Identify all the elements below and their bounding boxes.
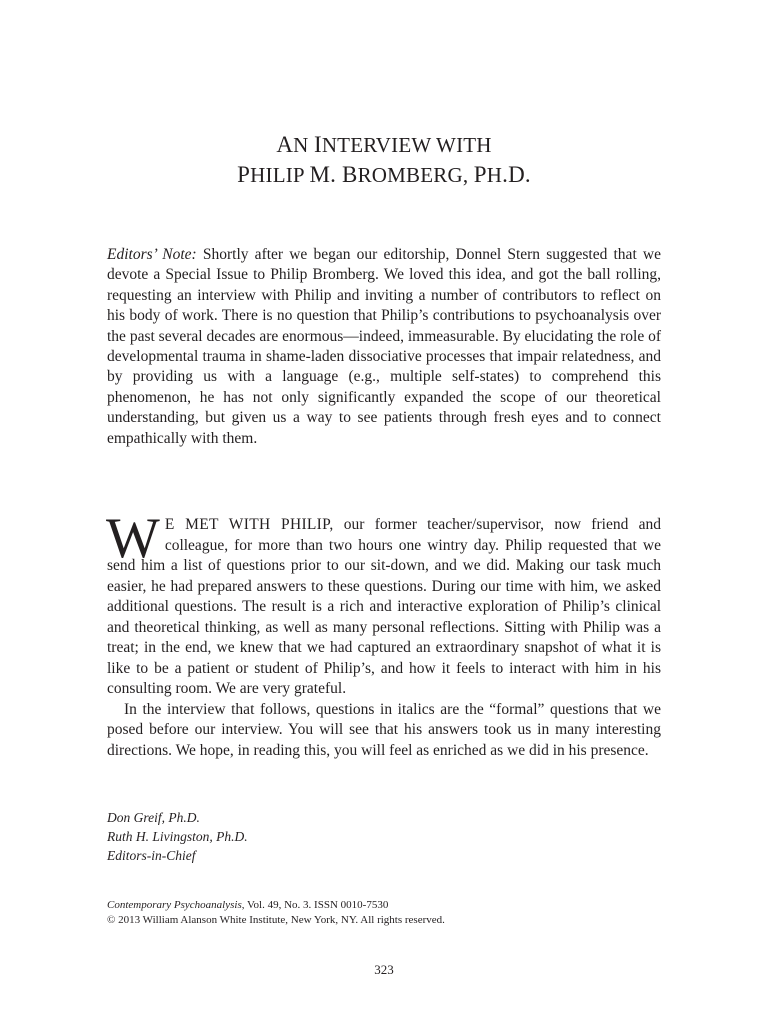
intro-paragraph-2: In the interview that follows, questions in italics are the “formal” questions that we posed before our interview. You will see that his answers took us in many interesting directions. We hope, in reading this, you will feel as enriched as we did in his presence.	[107, 700, 661, 759]
article-title-line-2: PHILIP M. BROMBERG, PH.D.	[237, 162, 531, 187]
journal-name: Contemporary Psychoanalysis	[107, 899, 242, 911]
article-title-line-1: AN INTERVIEW WITH	[276, 132, 492, 157]
article-title	[0, 130, 768, 190]
copyright-line: © 2013 William Alanson White Institute, New York, NY. All rights reserved.	[107, 914, 445, 926]
intro-body	[106, 507, 661, 761]
lead-in-text: E MET WITH PHILIP,	[164, 516, 334, 533]
signature-name-2: Ruth H. Livingston, Ph.D.	[107, 829, 248, 844]
signature-block	[107, 808, 507, 865]
intro-paragraph-1	[106, 507, 661, 700]
editors-note-text: Shortly after we began our editorship, Donnel Stern suggested that we devote a Special Issue to Philip Bromberg. We loved this idea, and got the ball rolling, requesting an interview with Philip and inviting a number of contributors to reflect on his body of work. There is no question that Philip’s contributions to psychoanalysis over the past several decades are enormous—indeed, immeasurable. By elucidating the role of developmental trauma in shame-laden dissociative processes that impair relatedness, and by providing us with a language (e.g., multiple self-states) to comprehend this phenomenon, he has not only significantly expanded the scope of our theoretical understanding, but given us a way to see patients through fresh eyes and to connect empathically with them.	[107, 246, 661, 447]
paragraph-1-text: our former teacher/supervisor, now friend and colleague, for more than two hours one wintry day. Philip requested that we send him a list of questions prior to our sit-down, and we did. Making our task much easier, he had prepared answers to these questions. During our time with him, we asked additional questions. The result is a rich and interactive exploration of Philip’s clinical and theoretical thinking, as well as many personal reflections. Sitting with Philip was a treat; in the end, we knew that we had captured an extraordinary snapshot of what it is like to be a patient or student of Philip’s, and how it feels to interact with him in his consulting room. We are very grateful.	[107, 516, 661, 697]
journal-footer	[107, 898, 667, 928]
journal-details: , Vol. 49, No. 3. ISSN 0010-7530	[241, 899, 389, 911]
page-number: 323	[374, 962, 394, 977]
editors-note	[107, 245, 661, 449]
signature-name-1: Don Greif, Ph.D.	[107, 810, 200, 825]
signature-role: Editors-in-Chief	[107, 848, 196, 863]
drop-cap: W	[106, 507, 160, 570]
journal-citation	[107, 898, 667, 913]
editors-note-label: Editors’ Note:	[107, 246, 197, 263]
